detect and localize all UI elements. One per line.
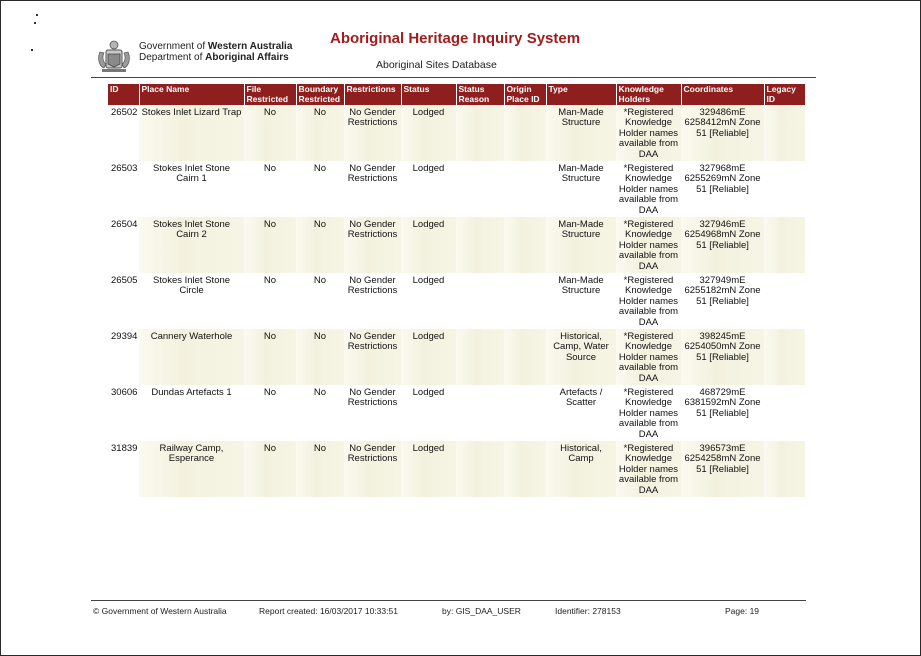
cell-file-restricted: No	[244, 217, 296, 273]
cell-status: Lodged	[401, 441, 456, 497]
cell-status-reason	[456, 273, 504, 329]
system-title: Aboriginal Heritage Inquiry System	[330, 30, 581, 47]
cell-coordinates: 396573mE 6254258mN Zone 51 [Reliable]	[681, 441, 764, 497]
government-name: Government of Western Australia	[139, 41, 293, 52]
footer-divider	[91, 600, 806, 601]
cell-boundary-restricted: No	[313, 275, 327, 286]
column-header-type: Type	[546, 84, 616, 105]
cell-restrictions: No Gender Restrictions	[344, 441, 401, 497]
cell-file-restricted: No	[244, 441, 296, 497]
column-header-status-reason: Status Reason	[456, 84, 504, 105]
footer-user: by: GIS_DAA_USER	[442, 606, 521, 616]
footer-page-number: Page: 19	[725, 606, 760, 616]
cell-id: 26505	[111, 275, 138, 286]
cell-type: Man-Made Structure	[558, 163, 604, 185]
cell-restrictions: No Gender Restrictions	[347, 275, 398, 297]
cell-origin-place-id	[504, 273, 546, 329]
government-block	[139, 41, 292, 63]
cell-status: Lodged	[412, 163, 445, 174]
cell-type: Historical, Camp	[546, 441, 616, 497]
column-header-origin-place-id: Origin Place ID	[504, 84, 546, 105]
cell-file-restricted: No	[263, 387, 277, 398]
footer-copyright: © Government of Western Australia	[93, 606, 227, 616]
column-header-coordinates: Coordinates	[681, 84, 764, 105]
cell-status-reason	[456, 105, 504, 161]
database-title: Aboriginal Sites Database	[376, 59, 497, 71]
cell-status: Lodged	[401, 217, 456, 273]
cell-knowledge-holders: *Registered Knowledge Holder names available from DAA	[616, 441, 681, 497]
column-header-restrictions: Restrictions	[344, 84, 401, 105]
column-header-id: ID	[108, 84, 139, 105]
cell-origin-place-id	[504, 329, 546, 385]
cell-boundary-restricted: No	[296, 105, 344, 161]
cell-place-name: Stokes Inlet Stone Circle	[152, 275, 231, 297]
cell-boundary-restricted: No	[296, 329, 344, 385]
cell-id: 31839	[108, 441, 139, 497]
cell-file-restricted: No	[244, 105, 296, 161]
cell-status-reason	[456, 385, 504, 441]
cell-restrictions: No Gender Restrictions	[347, 163, 398, 185]
cell-knowledge-holders: *Registered Knowledge Holder names available from DAA	[616, 217, 681, 273]
cell-place-name: Cannery Waterhole	[139, 329, 244, 385]
cell-place-name: Stokes Inlet Stone Cairn 1	[152, 163, 231, 185]
cell-legacy-id	[764, 441, 805, 497]
cell-status-reason	[456, 329, 504, 385]
cell-status-reason	[456, 441, 504, 497]
table-row	[108, 385, 805, 441]
cell-origin-place-id	[504, 161, 546, 217]
cell-boundary-restricted: No	[296, 441, 344, 497]
scan-mark	[34, 22, 36, 24]
department-name: Department of Aboriginal Affairs	[139, 52, 289, 63]
cell-legacy-id	[764, 273, 805, 329]
cell-coordinates: 468729mE 6381592mN Zone 51 [Reliable]	[684, 387, 761, 419]
cell-boundary-restricted: No	[296, 217, 344, 273]
cell-origin-place-id	[504, 441, 546, 497]
header-divider	[91, 77, 816, 78]
scan-mark	[36, 14, 38, 16]
cell-id: 26504	[108, 217, 139, 273]
cell-coordinates: 329486mE 6258412mN Zone 51 [Reliable]	[681, 105, 764, 161]
cell-legacy-id	[764, 329, 805, 385]
cell-restrictions: No Gender Restrictions	[344, 329, 401, 385]
cell-file-restricted: No	[263, 275, 277, 286]
cell-coordinates: 327968mE 6255269mN Zone 51 [Reliable]	[684, 163, 761, 195]
cell-status: Lodged	[401, 105, 456, 161]
table-row	[108, 441, 805, 497]
cell-status: Lodged	[412, 275, 445, 286]
column-header-place-name: Place Name	[139, 84, 244, 105]
table-row	[108, 273, 805, 329]
cell-knowledge-holders: *Registered Knowledge Holder names available from DAA	[618, 387, 679, 440]
cell-knowledge-holders: *Registered Knowledge Holder names available from DAA	[618, 163, 679, 216]
footer-identifier: Identifier: 278153	[555, 606, 621, 616]
cell-type: Historical, Camp, Water Source	[546, 329, 616, 385]
table-row	[108, 161, 805, 217]
cell-coordinates: 327946mE 6254968mN Zone 51 [Reliable]	[681, 217, 764, 273]
cell-restrictions: No Gender Restrictions	[344, 105, 401, 161]
cell-restrictions: No Gender Restrictions	[347, 387, 398, 409]
table-row	[108, 217, 805, 273]
table-row	[108, 105, 805, 161]
cell-type: Man-Made Structure	[546, 105, 616, 161]
sites-table	[108, 84, 805, 497]
column-header-file-restricted: File Restricted	[244, 84, 296, 105]
cell-place-name: Dundas Artefacts 1	[151, 387, 232, 398]
cell-boundary-restricted: No	[313, 163, 327, 174]
cell-knowledge-holders: *Registered Knowledge Holder names available from DAA	[618, 275, 679, 328]
cell-knowledge-holders: *Registered Knowledge Holder names available from DAA	[616, 105, 681, 161]
cell-status-reason	[456, 217, 504, 273]
column-header-legacy-id: Legacy ID	[764, 84, 805, 105]
cell-restrictions: No Gender Restrictions	[344, 217, 401, 273]
cell-status: Lodged	[401, 329, 456, 385]
cell-id: 26502	[108, 105, 139, 161]
cell-place-name: Stokes Inlet Stone Cairn 2	[139, 217, 244, 273]
column-header-knowledge-holders: Knowledge Holders	[616, 84, 681, 105]
cell-origin-place-id	[504, 217, 546, 273]
cell-id: 30606	[111, 387, 138, 398]
cell-file-restricted: No	[263, 163, 277, 174]
cell-coordinates: 398245mE 6254050mN Zone 51 [Reliable]	[681, 329, 764, 385]
table-header-row	[108, 84, 805, 105]
cell-knowledge-holders: *Registered Knowledge Holder names available from DAA	[616, 329, 681, 385]
column-header-status: Status	[401, 84, 456, 105]
cell-legacy-id	[764, 385, 805, 441]
cell-origin-place-id	[504, 105, 546, 161]
cell-file-restricted: No	[244, 329, 296, 385]
footer-report-created: Report created: 16/03/2017 10:33:51	[259, 606, 398, 616]
cell-origin-place-id	[504, 385, 546, 441]
coat-of-arms-icon	[94, 36, 134, 76]
cell-id: 29394	[108, 329, 139, 385]
column-header-boundary-restricted: Boundary Restricted	[296, 84, 344, 105]
table-row	[108, 329, 805, 385]
cell-legacy-id	[764, 161, 805, 217]
cell-legacy-id	[764, 105, 805, 161]
cell-legacy-id	[764, 217, 805, 273]
cell-id: 26503	[111, 163, 138, 174]
cell-coordinates: 327949mE 6255182mN Zone 51 [Reliable]	[684, 275, 761, 307]
cell-type: Man-Made Structure	[546, 217, 616, 273]
cell-type: Man-Made Structure	[558, 275, 604, 297]
cell-boundary-restricted: No	[313, 387, 327, 398]
cell-status-reason	[456, 161, 504, 217]
cell-status: Lodged	[412, 387, 445, 398]
scan-mark	[31, 49, 33, 51]
cell-place-name: Railway Camp, Esperance	[139, 441, 244, 497]
cell-place-name: Stokes Inlet Lizard Trap	[139, 105, 244, 161]
cell-type: Artefacts / Scatter	[559, 387, 603, 409]
